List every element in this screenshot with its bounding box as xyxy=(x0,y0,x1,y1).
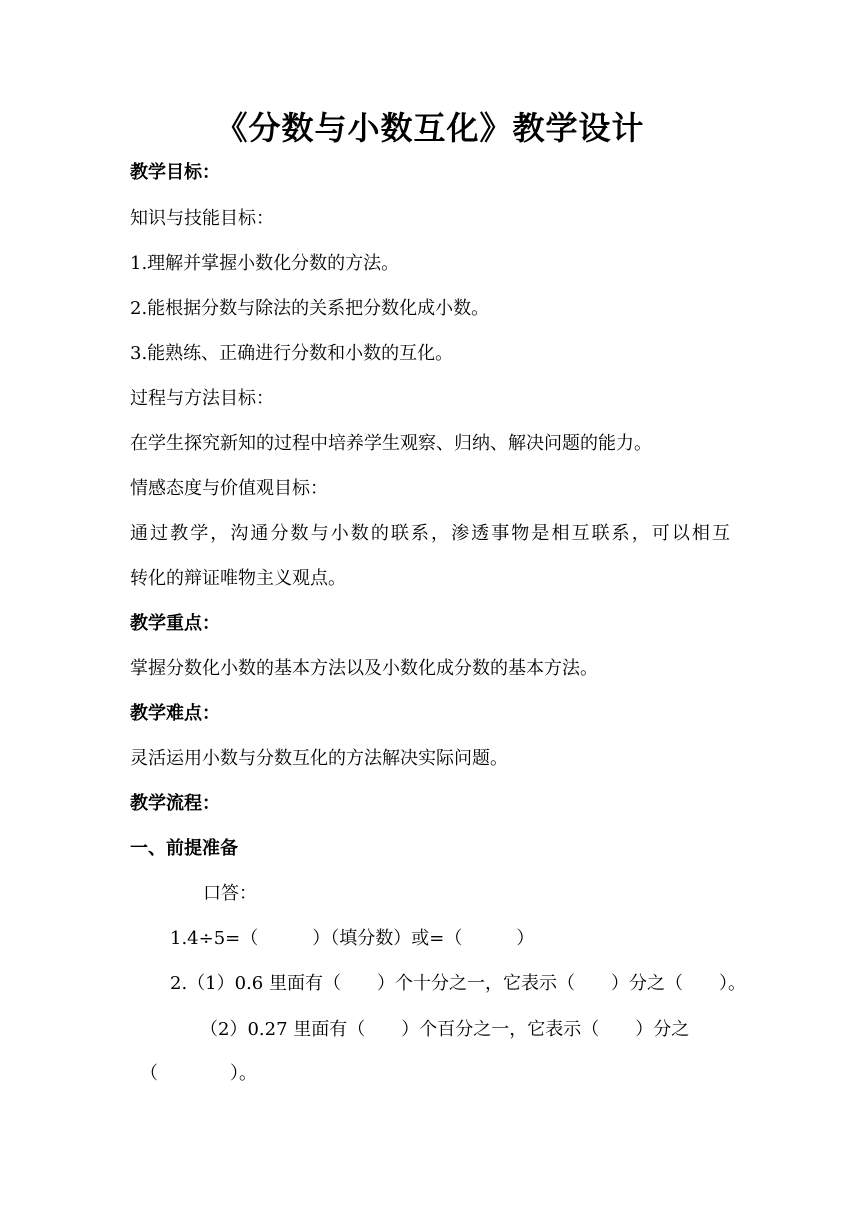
key-point-text: 掌握分数化小数的基本方法以及小数化成分数的基本方法。 xyxy=(130,658,598,679)
objectives-heading: 教学目标： xyxy=(130,162,220,183)
oral-answer-label: 口答： xyxy=(203,883,257,904)
emotion-text-line-1: 通过教学，沟通分数与小数的联系，渗透事物是相互联系，可以相互 xyxy=(130,523,730,544)
knowledge-heading: 知识与技能目标： xyxy=(130,208,274,229)
key-point-heading: 教学重点： xyxy=(130,613,220,634)
emotion-heading: 情感态度与价值观目标： xyxy=(130,478,328,499)
difficulty-text: 灵活运用小数与分数互化的方法解决实际问题。 xyxy=(130,748,508,769)
difficulty-heading: 教学难点： xyxy=(130,703,220,724)
question-2-part-1: 2.（1）0.6 里面有（ ）个十分之一，它表示（ ）分之（ ）。 xyxy=(170,973,746,994)
question-1: 1.4÷5=（ ）（填分数）或=（ ） xyxy=(170,928,535,949)
flow-heading: 教学流程： xyxy=(130,793,220,814)
question-2-part-2-continued: （ ）。 xyxy=(140,1063,257,1084)
process-text: 在学生探究新知的过程中培养学生观察、归纳、解决问题的能力。 xyxy=(130,433,652,454)
question-2-part-2: （2）0.27 里面有（ ）个百分之一，它表示（ ）分之 xyxy=(200,1019,690,1040)
knowledge-item-2: 2.能根据分数与除法的关系把分数化成小数。 xyxy=(130,298,490,319)
section-1-heading: 一、前提准备 xyxy=(130,838,238,859)
emotion-text-line-2: 转化的辩证唯物主义观点。 xyxy=(130,568,346,589)
knowledge-item-1: 1.理解并掌握小数化分数的方法。 xyxy=(130,253,400,274)
document-title: 《分数与小数互化》教学设计 xyxy=(215,109,645,147)
knowledge-item-3: 3.能熟练、正确进行分数和小数的互化。 xyxy=(130,343,454,364)
process-heading: 过程与方法目标： xyxy=(130,388,274,409)
